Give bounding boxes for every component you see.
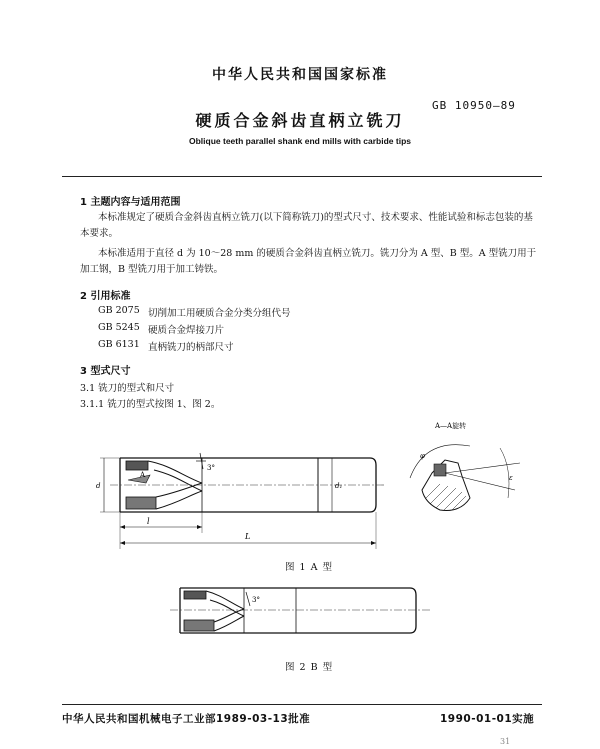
- footer-rule: [62, 704, 542, 705]
- reference-title: 硬质合金焊接刀片: [148, 325, 225, 336]
- section-2-heading: 2 引用标准: [80, 291, 131, 302]
- section-1-paragraph-2: 本标准适用于直径 d 为 10～28 mm 的硬质合金斜齿直柄立铣刀。铣刀分为 A 型、B 型。A 型铣刀用于加工钢，B 型铣刀用于加工铸铁。: [80, 248, 537, 275]
- section-phi-label: φ: [420, 452, 425, 460]
- issuing-authority: 中华人民共和国机械电子工业部1989-03-13批准: [62, 713, 311, 725]
- reference-title: 直柄铣刀的柄部尺寸: [148, 342, 234, 353]
- header-rule: [62, 176, 542, 177]
- document-title-cn: 硬质合金斜齿直柄立铣刀: [195, 111, 405, 130]
- figure-2-drawing: [160, 580, 440, 642]
- reference-code: GB 5245: [98, 322, 140, 333]
- reference-code: GB 2075: [98, 305, 140, 316]
- fig1-section-a-label: A: [140, 471, 146, 479]
- reference-code: GB 6131: [98, 339, 140, 350]
- fig2-angle-label: 3°: [252, 596, 260, 604]
- figure-1-caption: 图 1 A 型: [285, 562, 333, 573]
- section-1-paragraph-1: 本标准规定了硬质合金斜齿直柄立铣刀(以下简称铣刀)的型式尺寸、技术要求、性能试验和标志包装的基本要求。: [80, 212, 533, 239]
- national-standard-header: 中华人民共和国国家标准: [212, 67, 388, 83]
- fig1-d-label: d: [96, 482, 101, 490]
- page-number: 31: [500, 737, 511, 746]
- fig1-angle-label: 3°: [207, 464, 215, 472]
- fig1-d1-label: d₁: [335, 482, 343, 490]
- figure-1-drawing: [90, 425, 390, 555]
- document-title-en: Oblique teeth parallel shank end mills with carbide tips: [189, 136, 411, 146]
- reference-title: 切削加工用硬质合金分类分组代号: [148, 308, 291, 319]
- fig1-L-label: L: [245, 532, 251, 541]
- section-3-1-1-text: 3.1.1 铣刀的型式按图 1、图 2。: [80, 399, 221, 410]
- section-eps-label: ε: [509, 474, 513, 482]
- section-3-heading: 3 型式尺寸: [80, 366, 131, 377]
- effective-date: 1990-01-01实施: [440, 713, 535, 725]
- section-1-heading: 1 主题内容与适用范围: [80, 197, 181, 208]
- figure-2-caption: 图 2 B 型: [285, 662, 334, 673]
- fig1-l-label: l: [147, 517, 150, 526]
- section-a-a-label: A—A旋转: [435, 422, 467, 430]
- standard-code: GB 10950—89: [432, 99, 516, 112]
- section-3-1-heading: 3.1 铣刀的型式和尺寸: [80, 383, 175, 394]
- section-a-a-drawing: [400, 418, 530, 528]
